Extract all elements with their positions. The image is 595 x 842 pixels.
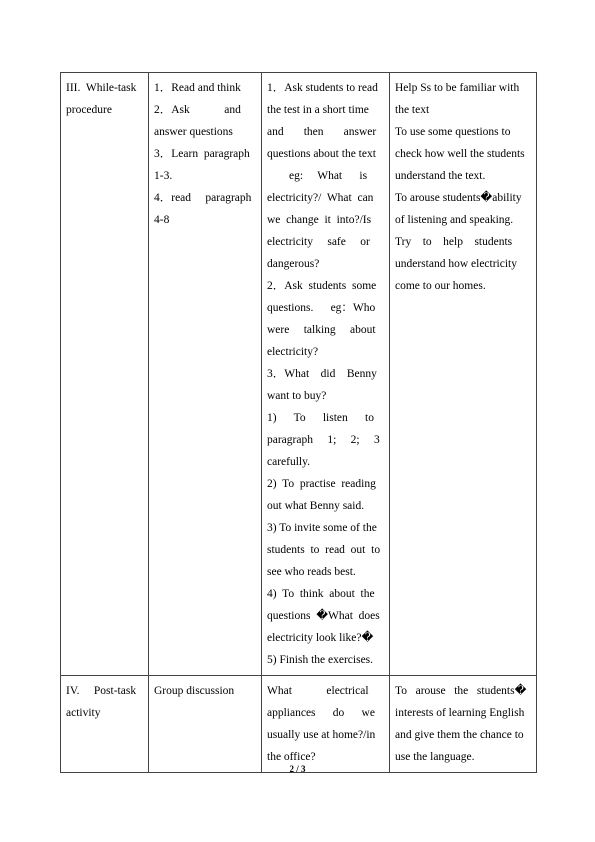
cell-line: usually use at home?/in bbox=[267, 729, 376, 741]
cell-line: IV. Post-task bbox=[66, 685, 137, 697]
cell-line: Group discussion bbox=[154, 685, 235, 697]
cell-line: 3) To invite some of the bbox=[267, 522, 377, 534]
cell-line: 2．Ask students some bbox=[267, 280, 377, 292]
cell-line: dangerous? bbox=[267, 258, 320, 270]
cell-line: come to our homes. bbox=[395, 280, 486, 292]
cell-line: activity bbox=[66, 707, 101, 719]
cell-line: 1．Ask students to read bbox=[267, 82, 378, 94]
cell-line: paragraph 1; 2; 3 bbox=[267, 434, 380, 446]
cell-line: electricity safe or bbox=[267, 236, 370, 248]
cell-line: Help Ss to be familiar with bbox=[395, 82, 520, 94]
cell-line: To arouse the students� bbox=[395, 685, 527, 697]
cell-line: Try to help students bbox=[395, 236, 513, 248]
cell-line: the text bbox=[395, 104, 430, 116]
cell-line: understand how electricity bbox=[395, 258, 517, 270]
cell-line: 4-8 bbox=[154, 214, 170, 226]
cell-line: the office? bbox=[267, 751, 316, 763]
cell-line: 1-3. bbox=[154, 170, 173, 182]
purpose-cell bbox=[390, 676, 537, 773]
cell-line: 5) Finish the exercises. bbox=[267, 654, 374, 666]
cell-line: students to read out to bbox=[267, 544, 381, 556]
cell-line: 2) To practise reading bbox=[267, 478, 376, 490]
cell-line: To arouse students�ability bbox=[395, 192, 522, 204]
cell-line: 4) To think about the bbox=[267, 588, 375, 600]
cell-line: questions. eg：Who bbox=[267, 302, 376, 314]
table-row bbox=[61, 676, 537, 773]
cell-line: see who reads best. bbox=[267, 566, 356, 578]
cell-line: 2．Ask and bbox=[154, 104, 241, 116]
cell-line: procedure bbox=[66, 104, 112, 116]
table-row bbox=[61, 73, 537, 676]
cell-line: the test in a short time bbox=[267, 104, 369, 116]
cell-line: 1．Read and think bbox=[154, 82, 241, 94]
cell-line: electricity look like?� bbox=[267, 632, 374, 644]
cell-line: 1) To listen to bbox=[267, 412, 374, 424]
stage-cell bbox=[61, 73, 149, 676]
cell-line: 3．What did Benny bbox=[267, 368, 377, 380]
activities-cell bbox=[149, 676, 262, 773]
cell-line: To use some questions to bbox=[395, 126, 511, 138]
cell-line: electricity? bbox=[267, 346, 319, 358]
cell-line: check how well the students bbox=[395, 148, 525, 160]
teacher-cell bbox=[262, 676, 390, 773]
cell-line: of listening and speaking. bbox=[395, 214, 514, 226]
purpose-cell bbox=[390, 73, 537, 676]
stage-cell bbox=[61, 676, 149, 773]
cell-line: III. While-task bbox=[66, 82, 137, 94]
teacher-cell bbox=[262, 73, 390, 676]
cell-line: carefully. bbox=[267, 456, 310, 468]
cell-line: and then answer bbox=[267, 126, 377, 138]
cell-line: and give them the chance to bbox=[395, 729, 524, 741]
cell-line: were talking about bbox=[267, 324, 376, 336]
cell-line: out what Benny said. bbox=[267, 500, 365, 512]
cell-line: answer questions bbox=[154, 126, 233, 138]
cell-line: electricity?/ What can bbox=[267, 192, 374, 204]
cell-line: eg: What is bbox=[289, 170, 368, 182]
cell-line: What electrical bbox=[267, 685, 369, 697]
cell-line: interests of learning English bbox=[395, 707, 525, 719]
cell-line: questions about the text bbox=[267, 148, 376, 160]
cell-line: appliances do we bbox=[267, 707, 375, 719]
cell-line: we change it into?/Is bbox=[267, 214, 372, 226]
cell-line: understand the text. bbox=[395, 170, 486, 182]
cell-line: use the language. bbox=[395, 751, 475, 763]
cell-line: 4．read paragraph bbox=[154, 192, 252, 204]
cell-line: want to buy? bbox=[267, 390, 327, 402]
activities-cell bbox=[149, 73, 262, 676]
lesson-plan-table bbox=[60, 72, 537, 773]
page-number: 2 / 3 bbox=[289, 764, 306, 774]
cell-line: questions �What does bbox=[267, 610, 380, 622]
cell-line: 3．Learn paragraph bbox=[154, 148, 250, 160]
